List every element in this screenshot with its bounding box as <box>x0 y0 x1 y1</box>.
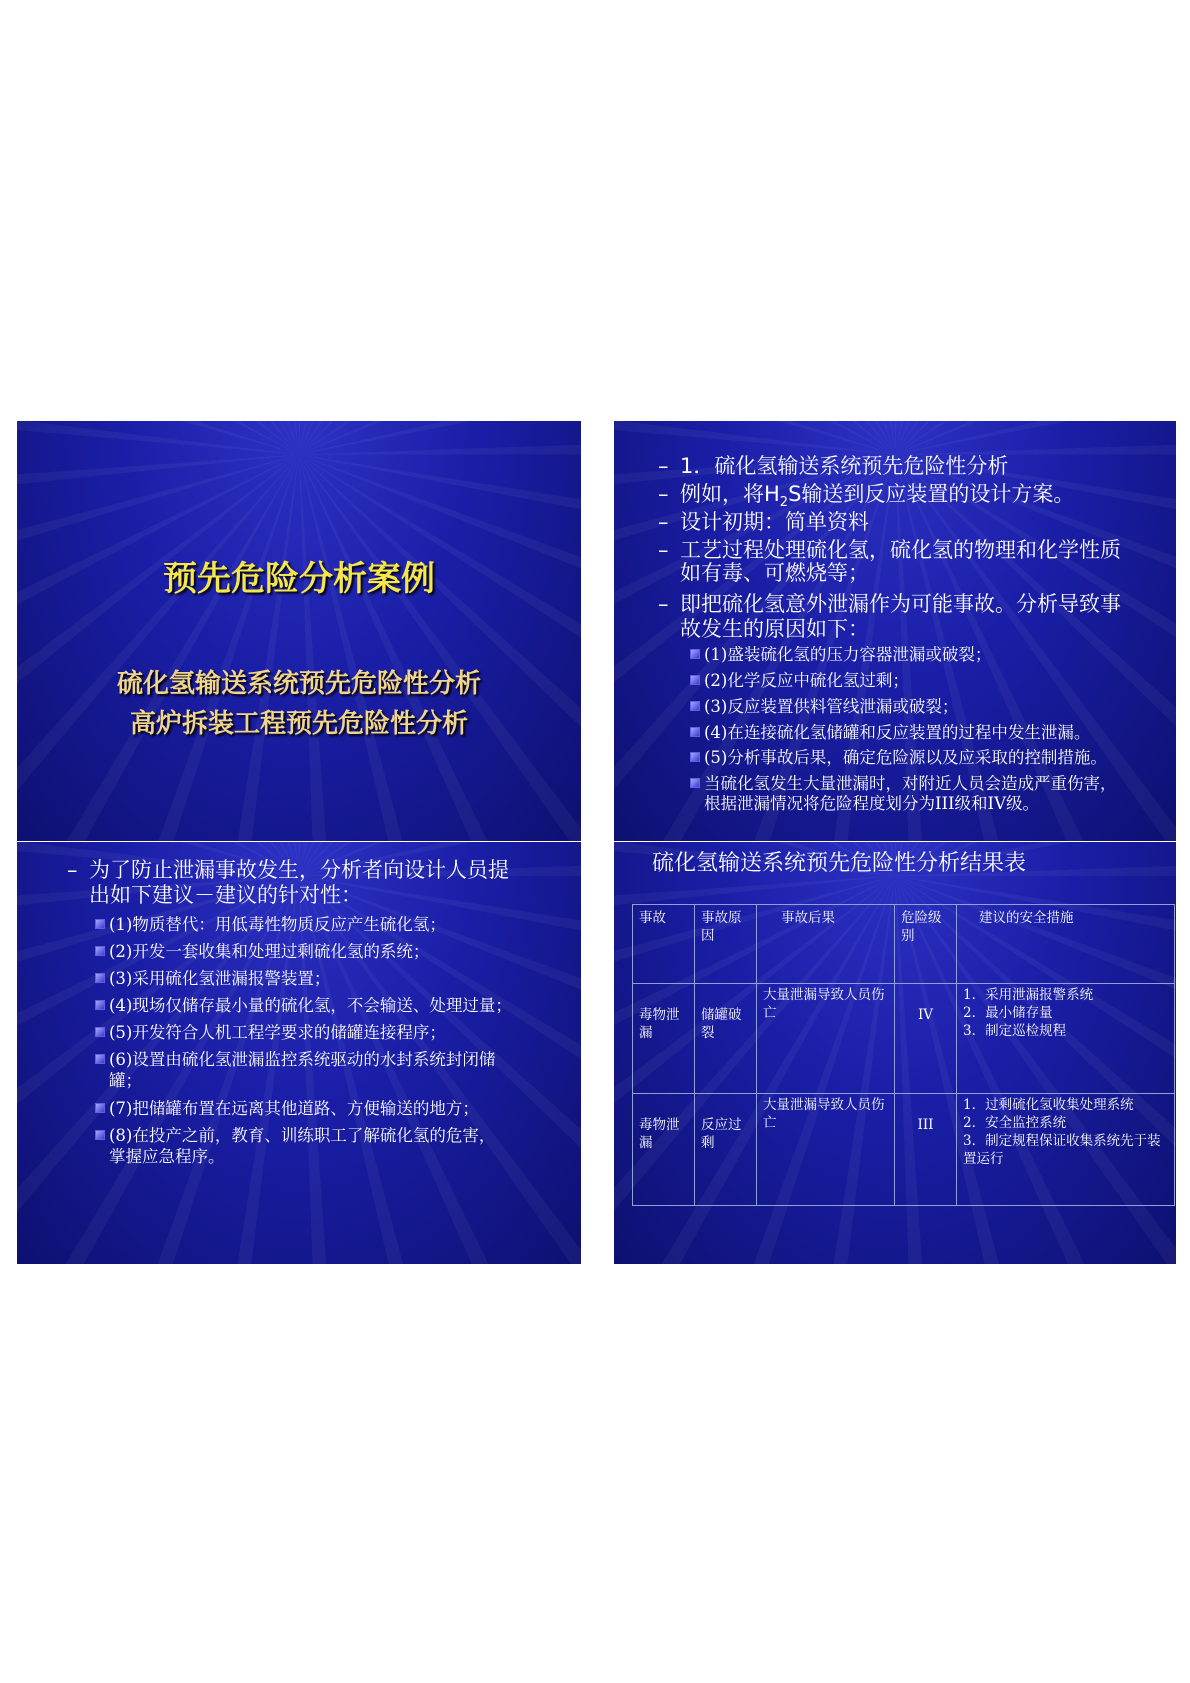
cell-cause: 储罐破裂 <box>695 984 757 1094</box>
point-2: – 例如，将$H_2S$输送到反应装置的设计方案。 <box>658 482 1075 511</box>
dash-bullet-icon: – <box>658 510 669 534</box>
dash-bullet-icon: – <box>658 592 669 616</box>
intro-text-cont: 出如下建议－建议的针对性： <box>89 883 362 907</box>
subtitle-blast-furnace-analysis: 高炉拆装工程预先危险性分析 <box>129 709 468 739</box>
cell-measures <box>957 984 1175 1094</box>
cell-measures <box>957 1094 1175 1206</box>
slide-h2s-analysis <box>614 421 1176 841</box>
measure-item: 1．过剩硫化氢收集处理系统 <box>963 1097 1134 1113</box>
list-item: (3)采用硫化氢泄漏报警装置； <box>109 968 330 989</box>
measure-item: 1．采用泄漏报警系统 <box>963 987 1094 1003</box>
slide-title-heading: 预先危险分析案例 <box>163 559 435 599</box>
dash-bullet-icon: – <box>658 482 669 506</box>
list-item: (1)物质替代：用低毒性物质反应产生硫化氢； <box>109 914 446 935</box>
table-title: 硫化氢输送系统预先危险性分析结果表 <box>652 851 1027 876</box>
list-item: (4)现场仅储存最小量的硫化氢，不会输送、处理过量； <box>109 995 512 1016</box>
cause-item: (1)盛装硫化氢的压力容器泄漏或破裂； <box>704 644 991 665</box>
square-bullet-icon <box>95 973 105 983</box>
list-item: (6)设置由硫化氢泄漏监控系统驱动的水封系统封闭储 <box>109 1049 495 1070</box>
square-bullet-icon <box>95 946 105 956</box>
table-row <box>633 1094 1175 1206</box>
measure-item: 3．制定巡检规程 <box>963 1023 1067 1039</box>
cause-item: (4)在连接硫化氢储罐和反应装置的过程中发生泄漏。 <box>704 722 1090 743</box>
header-accident: 事故 <box>633 905 695 984</box>
header-cause: 事故原因 <box>695 905 757 984</box>
subtitle-h2s-analysis: 硫化氢输送系统预先危险性分析 <box>116 669 481 699</box>
cell-consequence: 大量泄漏导致人员伤亡 <box>757 984 895 1094</box>
cell-accident: 毒物泄漏 <box>633 1094 695 1206</box>
point-5-cont: 故发生的原因如下： <box>680 617 869 641</box>
point-1: – 1．硫化氢输送系统预先危险性分析 <box>658 454 1009 478</box>
table-header-row <box>633 905 1175 984</box>
slide-recommendations <box>17 842 581 1264</box>
intro-text: – 为了防止泄漏事故发生，分析者向设计人员提 <box>67 858 509 882</box>
dash-bullet-icon: – <box>658 454 669 478</box>
square-bullet-icon <box>95 1130 105 1140</box>
point-4-cont: 如有毒、可燃烧等； <box>680 561 869 585</box>
cell-consequence: 大量泄漏导致人员伤亡 <box>757 1094 895 1206</box>
square-bullet-icon <box>690 649 700 659</box>
point-5: – 即把硫化氢意外泄漏作为可能事故。分析导致事 <box>658 592 1121 616</box>
list-item: (8)在投产之前，教育、训练职工了解硫化氢的危害， <box>109 1125 495 1146</box>
measure-item: 2．最小储存量 <box>963 1005 1053 1021</box>
square-bullet-icon <box>690 675 700 685</box>
list-item: (2)开发一套收集和处理过剩硫化氢的系统； <box>109 941 429 962</box>
dash-bullet-icon: – <box>67 858 78 882</box>
slide-results-table <box>614 842 1176 1264</box>
cause-item-cont: 根据泄漏情况将危险程度划分为III级和IV级。 <box>704 794 1039 813</box>
list-item-cont: 罐； <box>109 1071 142 1090</box>
cell-cause: 反应过剩 <box>695 1094 757 1206</box>
cause-item: 当硫化氢发生大量泄漏时，对附近人员会造成严重伤害， <box>704 773 1117 794</box>
square-bullet-icon <box>690 701 700 711</box>
square-bullet-icon <box>95 1054 105 1064</box>
list-item: (7)把储罐布置在远离其他道路、方便输送的地方； <box>109 1098 479 1119</box>
point-3: – 设计初期：简单资料 <box>658 510 869 534</box>
header-measures: 建议的安全措施 <box>957 905 1175 984</box>
slide-title <box>17 421 581 841</box>
cause-item: (5)分析事故后果，确定危险源以及应采取的控制措施。 <box>704 747 1107 768</box>
square-bullet-icon <box>95 1027 105 1037</box>
measure-item: 3．制定规程保证收集系统先于装置运行 <box>963 1133 1161 1167</box>
dash-bullet-icon: – <box>658 538 669 562</box>
square-bullet-icon <box>690 752 700 762</box>
cause-item: (3)反应装置供料管线泄漏或破裂； <box>704 696 958 717</box>
measure-item: 2．安全监控系统 <box>963 1115 1067 1131</box>
results-table <box>632 904 1175 1206</box>
list-item-cont: 掌握应急程序。 <box>109 1147 225 1166</box>
square-bullet-icon <box>95 919 105 929</box>
square-bullet-icon <box>690 727 700 737</box>
table-row <box>633 984 1175 1094</box>
header-level: 危险级别 <box>895 905 957 984</box>
cause-item: (2)化学反应中硫化氢过剩； <box>704 670 909 691</box>
header-consequence: 事故后果 <box>757 905 895 984</box>
cell-accident: 毒物泄漏 <box>633 984 695 1094</box>
point-4: – 工艺过程处理硫化氢，硫化氢的物理和化学性质 <box>658 538 1121 562</box>
cell-level: IV <box>895 984 957 1094</box>
square-bullet-icon <box>95 1103 105 1113</box>
square-bullet-icon <box>690 778 700 788</box>
cell-level: III <box>895 1094 957 1206</box>
list-item: (5)开发符合人机工程学要求的储罐连接程序； <box>109 1022 446 1043</box>
square-bullet-icon <box>95 1000 105 1010</box>
